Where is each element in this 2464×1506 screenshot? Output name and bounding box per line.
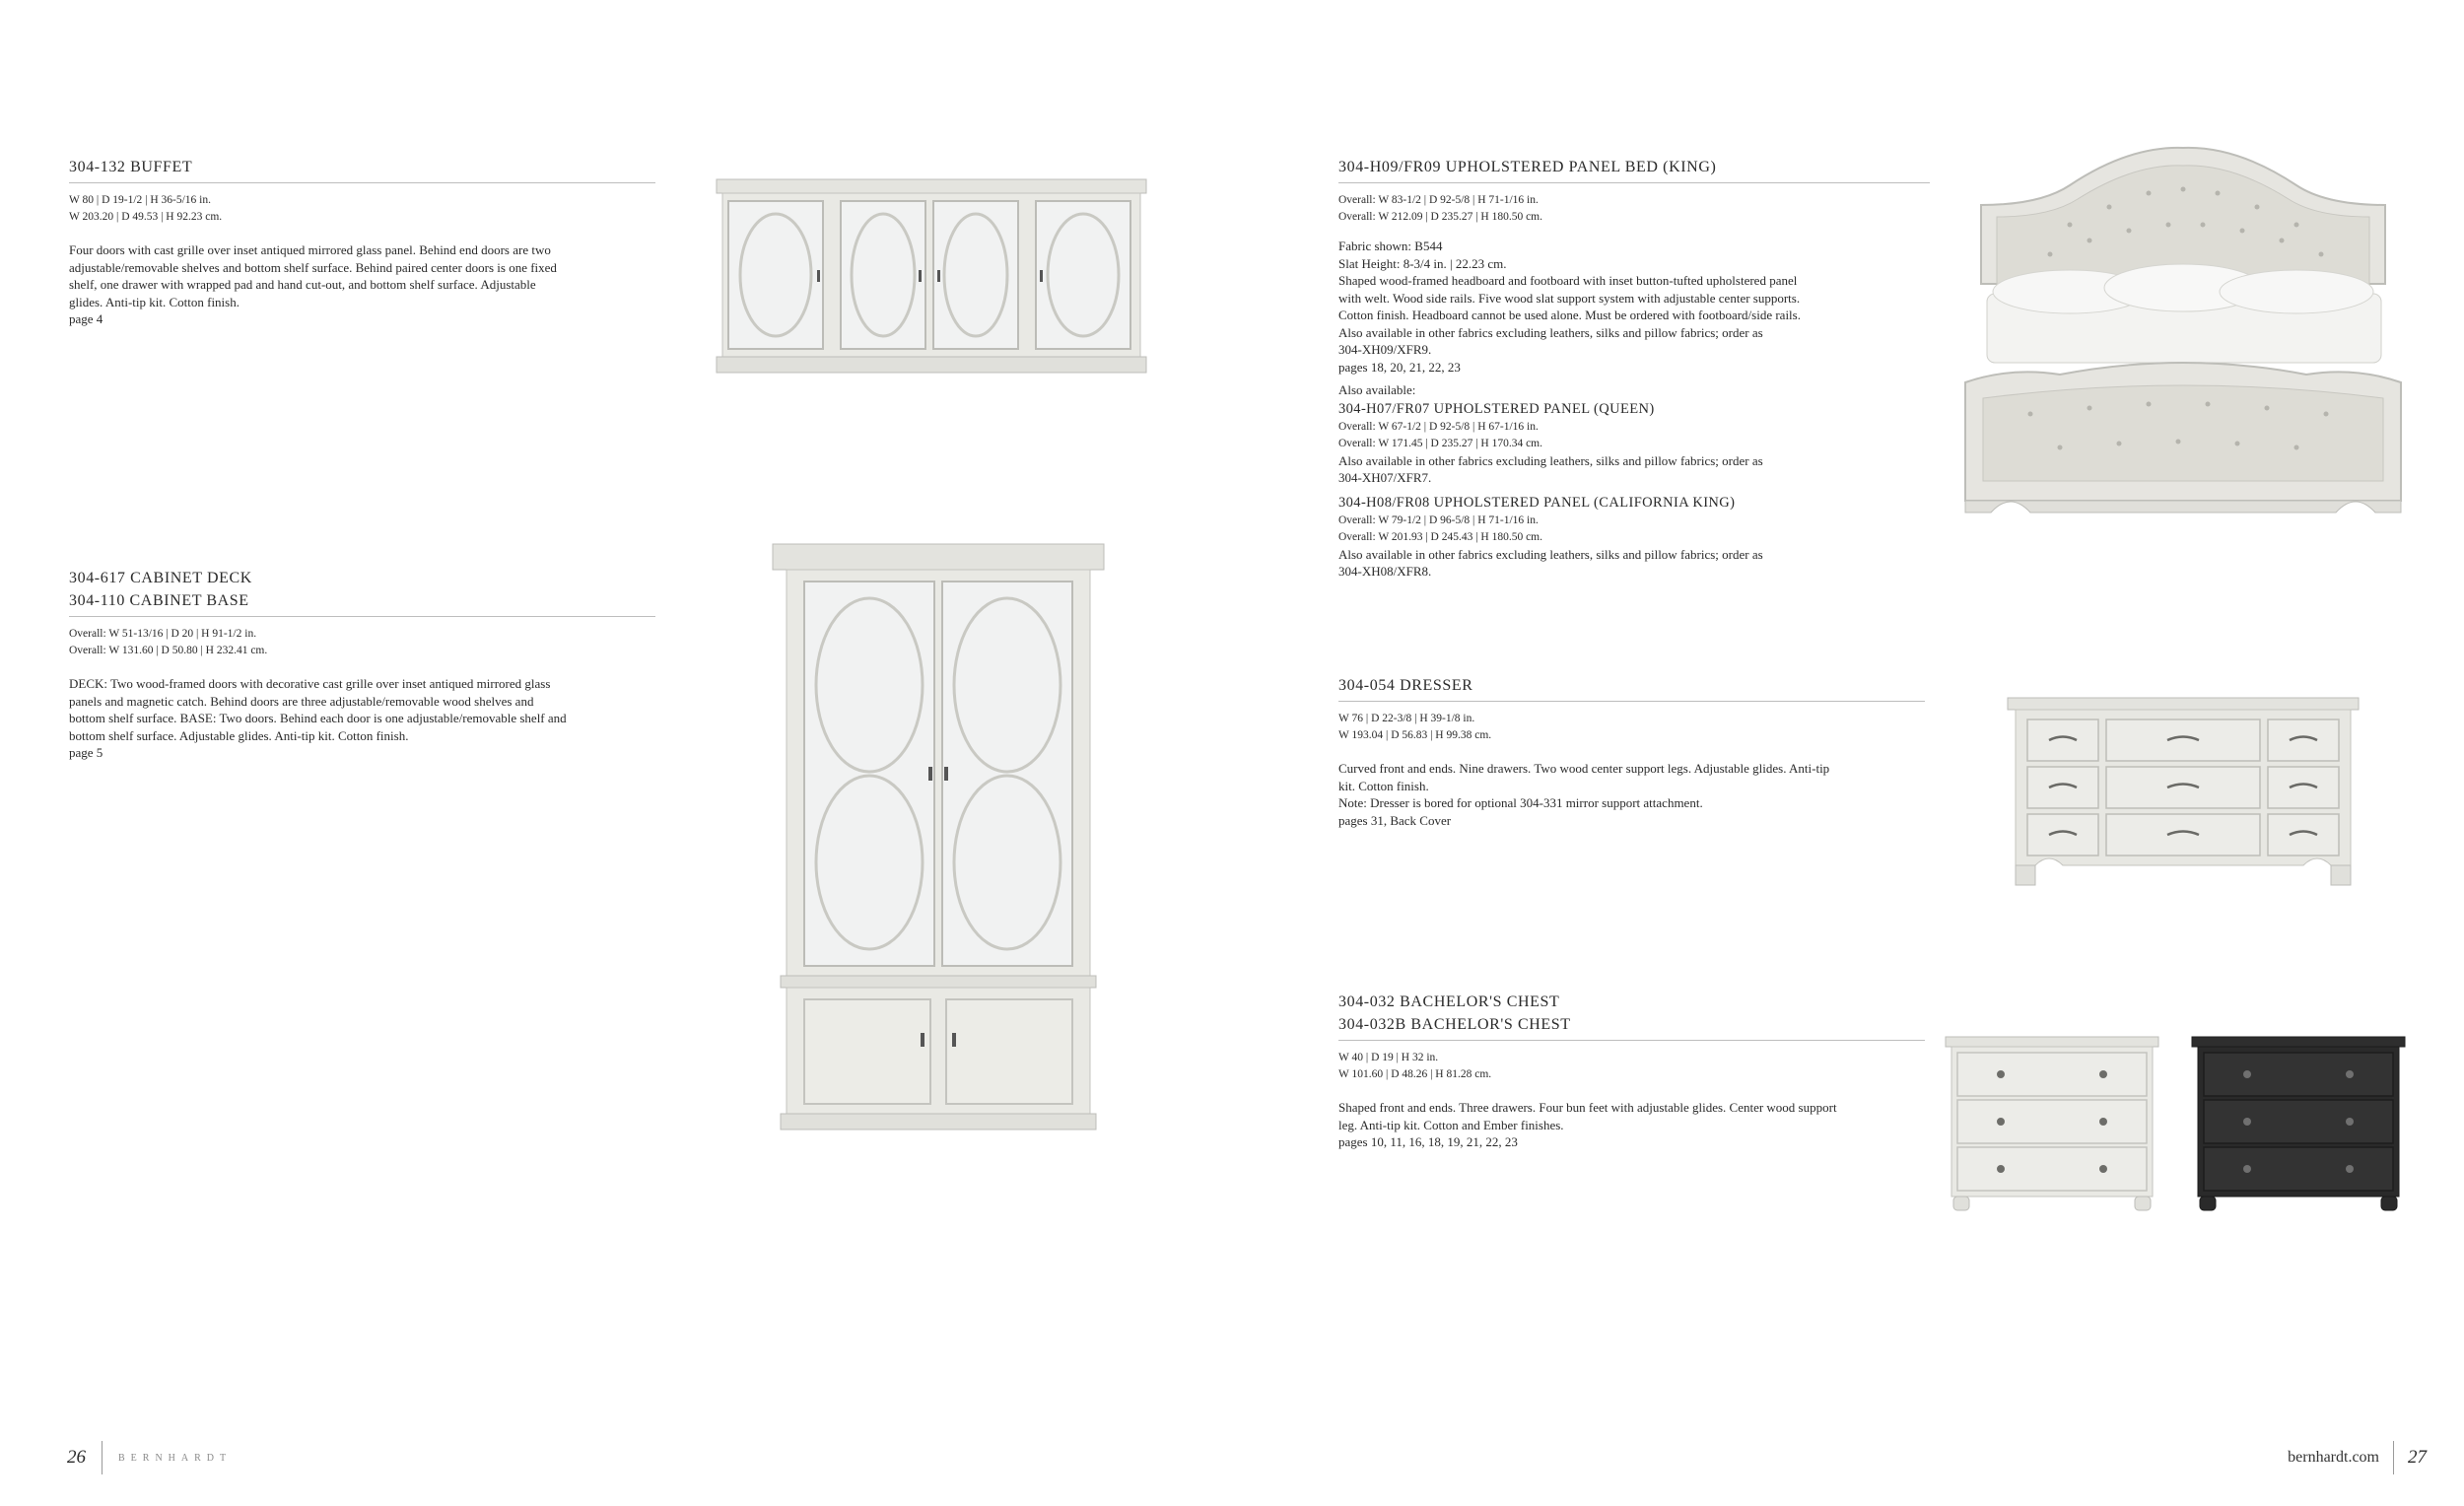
cabinet-desc-2: panels and magnetic catch. Behind doors are three adjustable/removable wood shelves and — [69, 693, 534, 709]
dresser-note: Note: Dresser is bored for optional 304-331 mirror support attachment. — [1338, 795, 1703, 810]
queen-desc-2: 304-XH07/XFR7. — [1338, 470, 1432, 485]
bed-desc-1: Shaped wood-framed headboard and footboard with inset button-tufted upholstered panel — [1338, 273, 1798, 288]
cabinet-desc-3: bottom shelf surface. BASE: Two doors. Behind each door is one adjustable/removable shelf and — [69, 711, 567, 725]
also-available-label: Also available: — [1338, 382, 1416, 397]
queen-dim-in: Overall: W 67-1/2 | D 92-5/8 | H 67-1/16 in. — [1338, 420, 1539, 433]
left-footer — [67, 1441, 232, 1474]
cal-king-dim-cm: Overall: W 201.93 | D 245.43 | H 180.50 cm. — [1338, 530, 1543, 543]
chest-page-ref: pages 10, 11, 16, 18, 19, 21, 22, 23 — [1338, 1134, 1518, 1149]
bed-dim-in: Overall: W 83-1/2 | D 92-5/8 | H 71-1/16 in. — [1338, 194, 1539, 206]
buffet-page-ref: page 4 — [69, 311, 103, 326]
bed-desc-3: Cotton finish. Headboard cannot be used alone. Must be ordered with footboard/side rails. — [1338, 308, 1801, 322]
buffet-dim-cm: W 203.20 | D 49.53 | H 92.23 cm. — [69, 211, 223, 223]
chest-dim-cm: W 101.60 | D 48.26 | H 81.28 cm. — [1338, 1068, 1492, 1080]
brand-wordmark: BERNHARDT — [118, 1452, 233, 1464]
divider — [1338, 182, 1930, 183]
chest-b-title: 304-032B BACHELOR'S CHEST — [1338, 1016, 1571, 1033]
chest-section — [1338, 991, 1925, 1151]
chest-cotton-image — [1944, 1035, 2160, 1212]
buffet-title: 304-132 BUFFET — [69, 159, 193, 175]
divider — [1338, 701, 1925, 702]
queen-desc-1: Also available in other fabrics excluding leathers, silks and pillow fabrics; order as — [1338, 452, 1763, 468]
page-number-left: 26 — [67, 1447, 86, 1468]
cal-king-desc-1: Also available in other fabrics excluding leathers, silks and pillow fabrics; order as — [1338, 546, 1763, 562]
dresser-page-ref: pages 31, Back Cover — [1338, 812, 1452, 828]
buffet-desc-2: adjustable/removable shelves and bottom shelf surface. Behind paired center doors is one fixed — [69, 259, 557, 275]
buffet-desc-3: shelf, one drawer with wrapped pad and hand cut-out, and bottom shelf surface. Adjustable — [69, 277, 536, 292]
cabinet-image — [771, 542, 1106, 1133]
dresser-title: 304-054 DRESSER — [1338, 677, 1473, 694]
footer-divider — [2393, 1441, 2394, 1474]
chest-desc-1: Shaped front and ends. Three drawers. Four bun feet with adjustable glides. Center wood support — [1338, 1100, 1837, 1115]
cabinet-desc-1: DECK: Two wood-framed doors with decorative cast grille over inset antiqued mirrored glass — [69, 676, 551, 691]
chest-ember-image — [2190, 1035, 2407, 1212]
bed-slat: Slat Height: 8-3/4 in. | 22.23 cm. — [1338, 255, 1507, 271]
chest-title: 304-032 BACHELOR'S CHEST — [1338, 993, 1560, 1010]
bed-image — [1951, 146, 2415, 516]
chest-desc-2: leg. Anti-tip kit. Cotton and Ember finishes. — [1338, 1117, 1564, 1132]
divider — [69, 616, 655, 617]
buffet-desc-4: glides. Anti-tip kit. Cotton finish. — [69, 294, 240, 309]
dresser-dim-cm: W 193.04 | D 56.83 | H 99.38 cm. — [1338, 729, 1492, 741]
buffet-image — [715, 177, 1148, 375]
chest-dim-in: W 40 | D 19 | H 32 in. — [1338, 1052, 1439, 1063]
bed-page-ref: pages 18, 20, 21, 22, 23 — [1338, 359, 1461, 375]
divider — [69, 182, 655, 183]
bed-section — [1338, 156, 1930, 581]
cabinet-section — [69, 567, 655, 762]
cabinet-dim-cm: Overall: W 131.60 | D 50.80 | H 232.41 cm. — [69, 645, 268, 656]
queen-dim-cm: Overall: W 171.45 | D 235.27 | H 170.34 cm. — [1338, 437, 1543, 449]
buffet-desc-1: Four doors with cast grille over inset antiqued mirrored glass panel. Behind end doors are two — [69, 242, 551, 257]
cabinet-page-ref: page 5 — [69, 745, 103, 760]
cabinet-deck-title: 304-617 CABINET DECK — [69, 570, 252, 586]
bed-desc-4: Also available in other fabrics excluding leathers, silks and pillow fabrics; order as — [1338, 324, 1763, 340]
bed-desc-5: 304-XH09/XFR9. — [1338, 342, 1432, 357]
bed-title: 304-H09/FR09 UPHOLSTERED PANEL BED (KING) — [1338, 159, 1717, 175]
cabinet-desc-4: bottom shelf surface. Adjustable glides. Anti-tip kit. Cotton finish. — [69, 727, 409, 743]
dresser-desc-2: kit. Cotton finish. — [1338, 778, 1429, 793]
dresser-dim-in: W 76 | D 22-3/8 | H 39-1/8 in. — [1338, 713, 1475, 724]
page-number-right: 27 — [2408, 1447, 2427, 1468]
queen-title: 304-H07/FR07 UPHOLSTERED PANEL (QUEEN) — [1338, 400, 1655, 417]
bed-fabric: Fabric shown: B544 — [1338, 239, 1443, 253]
right-footer — [2288, 1441, 2427, 1474]
cal-king-desc-2: 304-XH08/XFR8. — [1338, 564, 1432, 579]
buffet-section — [69, 156, 655, 328]
bed-dim-cm: Overall: W 212.09 | D 235.27 | H 180.50 cm. — [1338, 211, 1543, 223]
footer-divider — [102, 1441, 103, 1474]
buffet-dim-in: W 80 | D 19-1/2 | H 36-5/16 in. — [69, 194, 211, 206]
dresser-desc-1: Curved front and ends. Nine drawers. Two wood center support legs. Adjustable glides. Anti-tip — [1338, 761, 1830, 776]
cal-king-dim-in: Overall: W 79-1/2 | D 96-5/8 | H 71-1/16 in. — [1338, 513, 1539, 526]
website-link[interactable]: bernhardt.com — [2288, 1449, 2379, 1466]
cal-king-title: 304-H08/FR08 UPHOLSTERED PANEL (CALIFORNIA KING) — [1338, 494, 1736, 511]
dresser-image — [2006, 696, 2361, 889]
bed-desc-2: with welt. Wood side rails. Five wood slat support system with adjustable center supports. — [1338, 290, 1801, 306]
cabinet-base-title: 304-110 CABINET BASE — [69, 592, 249, 609]
dresser-section — [1338, 674, 1925, 829]
cabinet-dim-in: Overall: W 51-13/16 | D 20 | H 91-1/2 in. — [69, 628, 257, 640]
divider — [1338, 1040, 1925, 1041]
